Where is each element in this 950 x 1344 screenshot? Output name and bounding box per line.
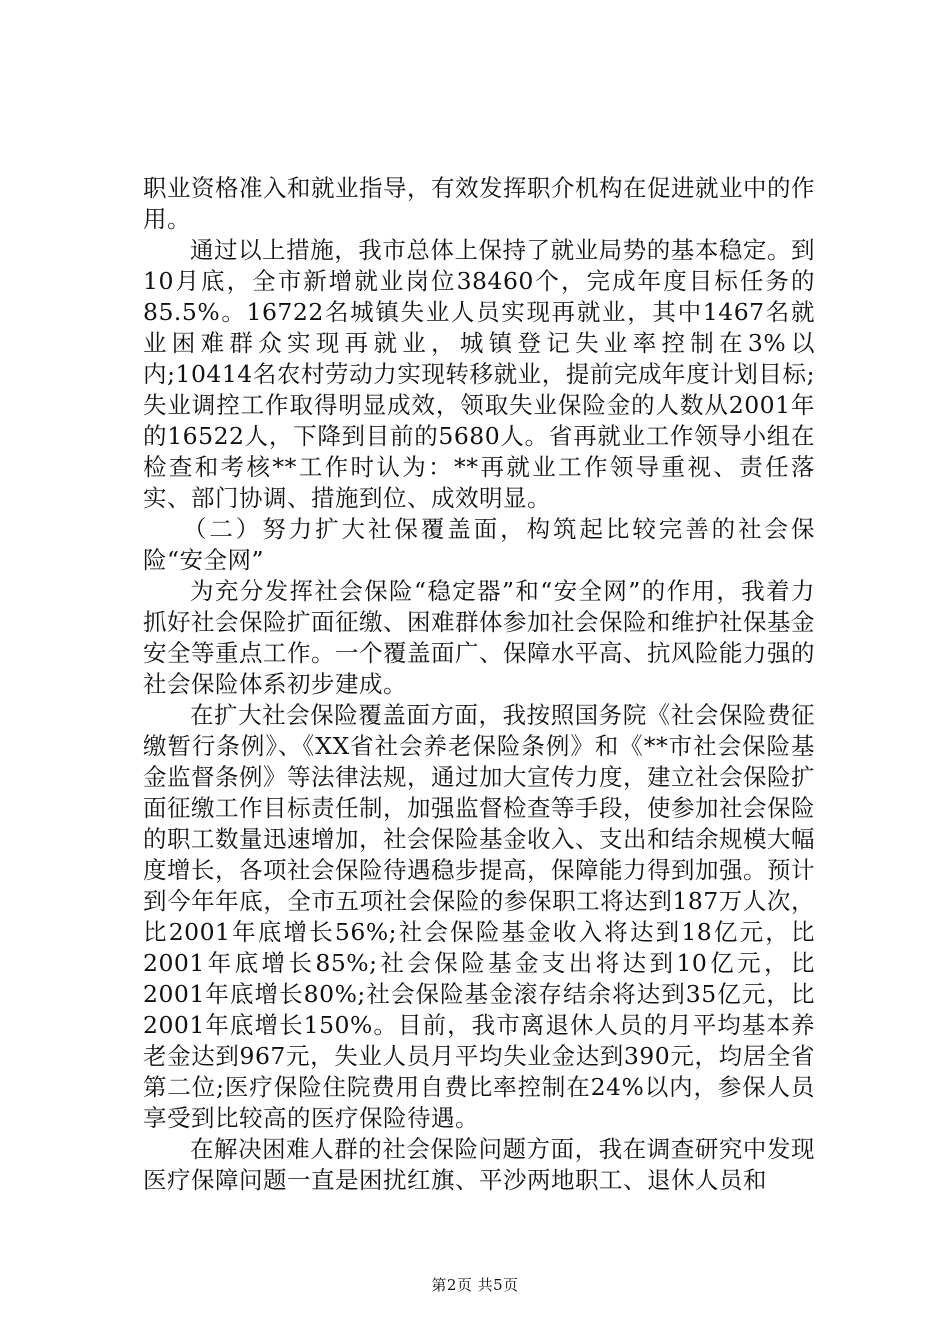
- paragraph-difficult-groups: 在解决困难人群的社会保险问题方面，我在调查研究中发现医疗保障问题一直是困扰红旗、平沙两地职工、退休人员和: [143, 1135, 815, 1194]
- paragraph-social-insurance-intro: 为充分发挥社会保险“稳定器”和“安全网”的作用，我着力抓好社会保险扩面征缴、困难群体参加社会保险和维护社保基金安全等重点工作。一个覆盖面广、保障水平高、抗风险能力强的社会保险体系初步建成。: [143, 577, 815, 698]
- paragraph-continuation: 职业资格准入和就业指导，有效发挥职介机构在促进就业中的作用。: [143, 174, 815, 233]
- paragraph-coverage-expansion: 在扩大社会保险覆盖面方面，我按照国务院《社会保险费征缴暂行条例》、《XX省社会养老保险条例》和《**市社会保险基金监督条例》等法律法规，通过加大宣传力度，建立社会保险扩面征缴工作目标责任制，加强监督检查等手段，使参加社会保险的职工数量迅速增加，社会保险基金收入、支出和结余规模大幅度增长，各项社会保险待遇稳步提高，保障能力得到加强。预计到今年年底，全市五项社会保险的参保职工将达到187万人次，比2001年底增长56%;社会保险基金收入将达到18亿元，比2001年底增长85%;社会保险基金支出将达到10亿元，比2001年底增长80%;社会保险基金滚存结余将达到35亿元，比2001年底增长150%。目前，我市离退休人员的月平均基本养老金达到967元，失业人员月平均失业金达到390元，均居全省第二位;医疗保险住院费用自费比率控制在24%以内，参保人员享受到比较高的医疗保险待遇。: [143, 701, 815, 1132]
- paragraph-employment-results: 通过以上措施，我市总体上保持了就业局势的基本稳定。到10月底，全市新增就业岗位38460个，完成年度目标任务的85.5%。16722名城镇失业人员实现再就业，其中1467名就业困难群众实现再就业，城镇登记失业率控制在3%以内;10414名农村劳动力实现转移就业，提前完成年度计划目标;失业调控工作取得明显成效，领取失业保险金的人数从2001年的16522人，下降到目前的5680人。省再就业工作领导小组在检查和考核**工作时认为：**再就业工作领导重视、责任落实、部门协调、措施到位、成效明显。: [143, 236, 815, 512]
- section-heading: （二）努力扩大社保覆盖面，构筑起比较完善的社会保险“安全网”: [143, 515, 815, 574]
- document-body: [143, 173, 815, 1196]
- page-number-footer: 第2页 共5页: [431, 1276, 519, 1294]
